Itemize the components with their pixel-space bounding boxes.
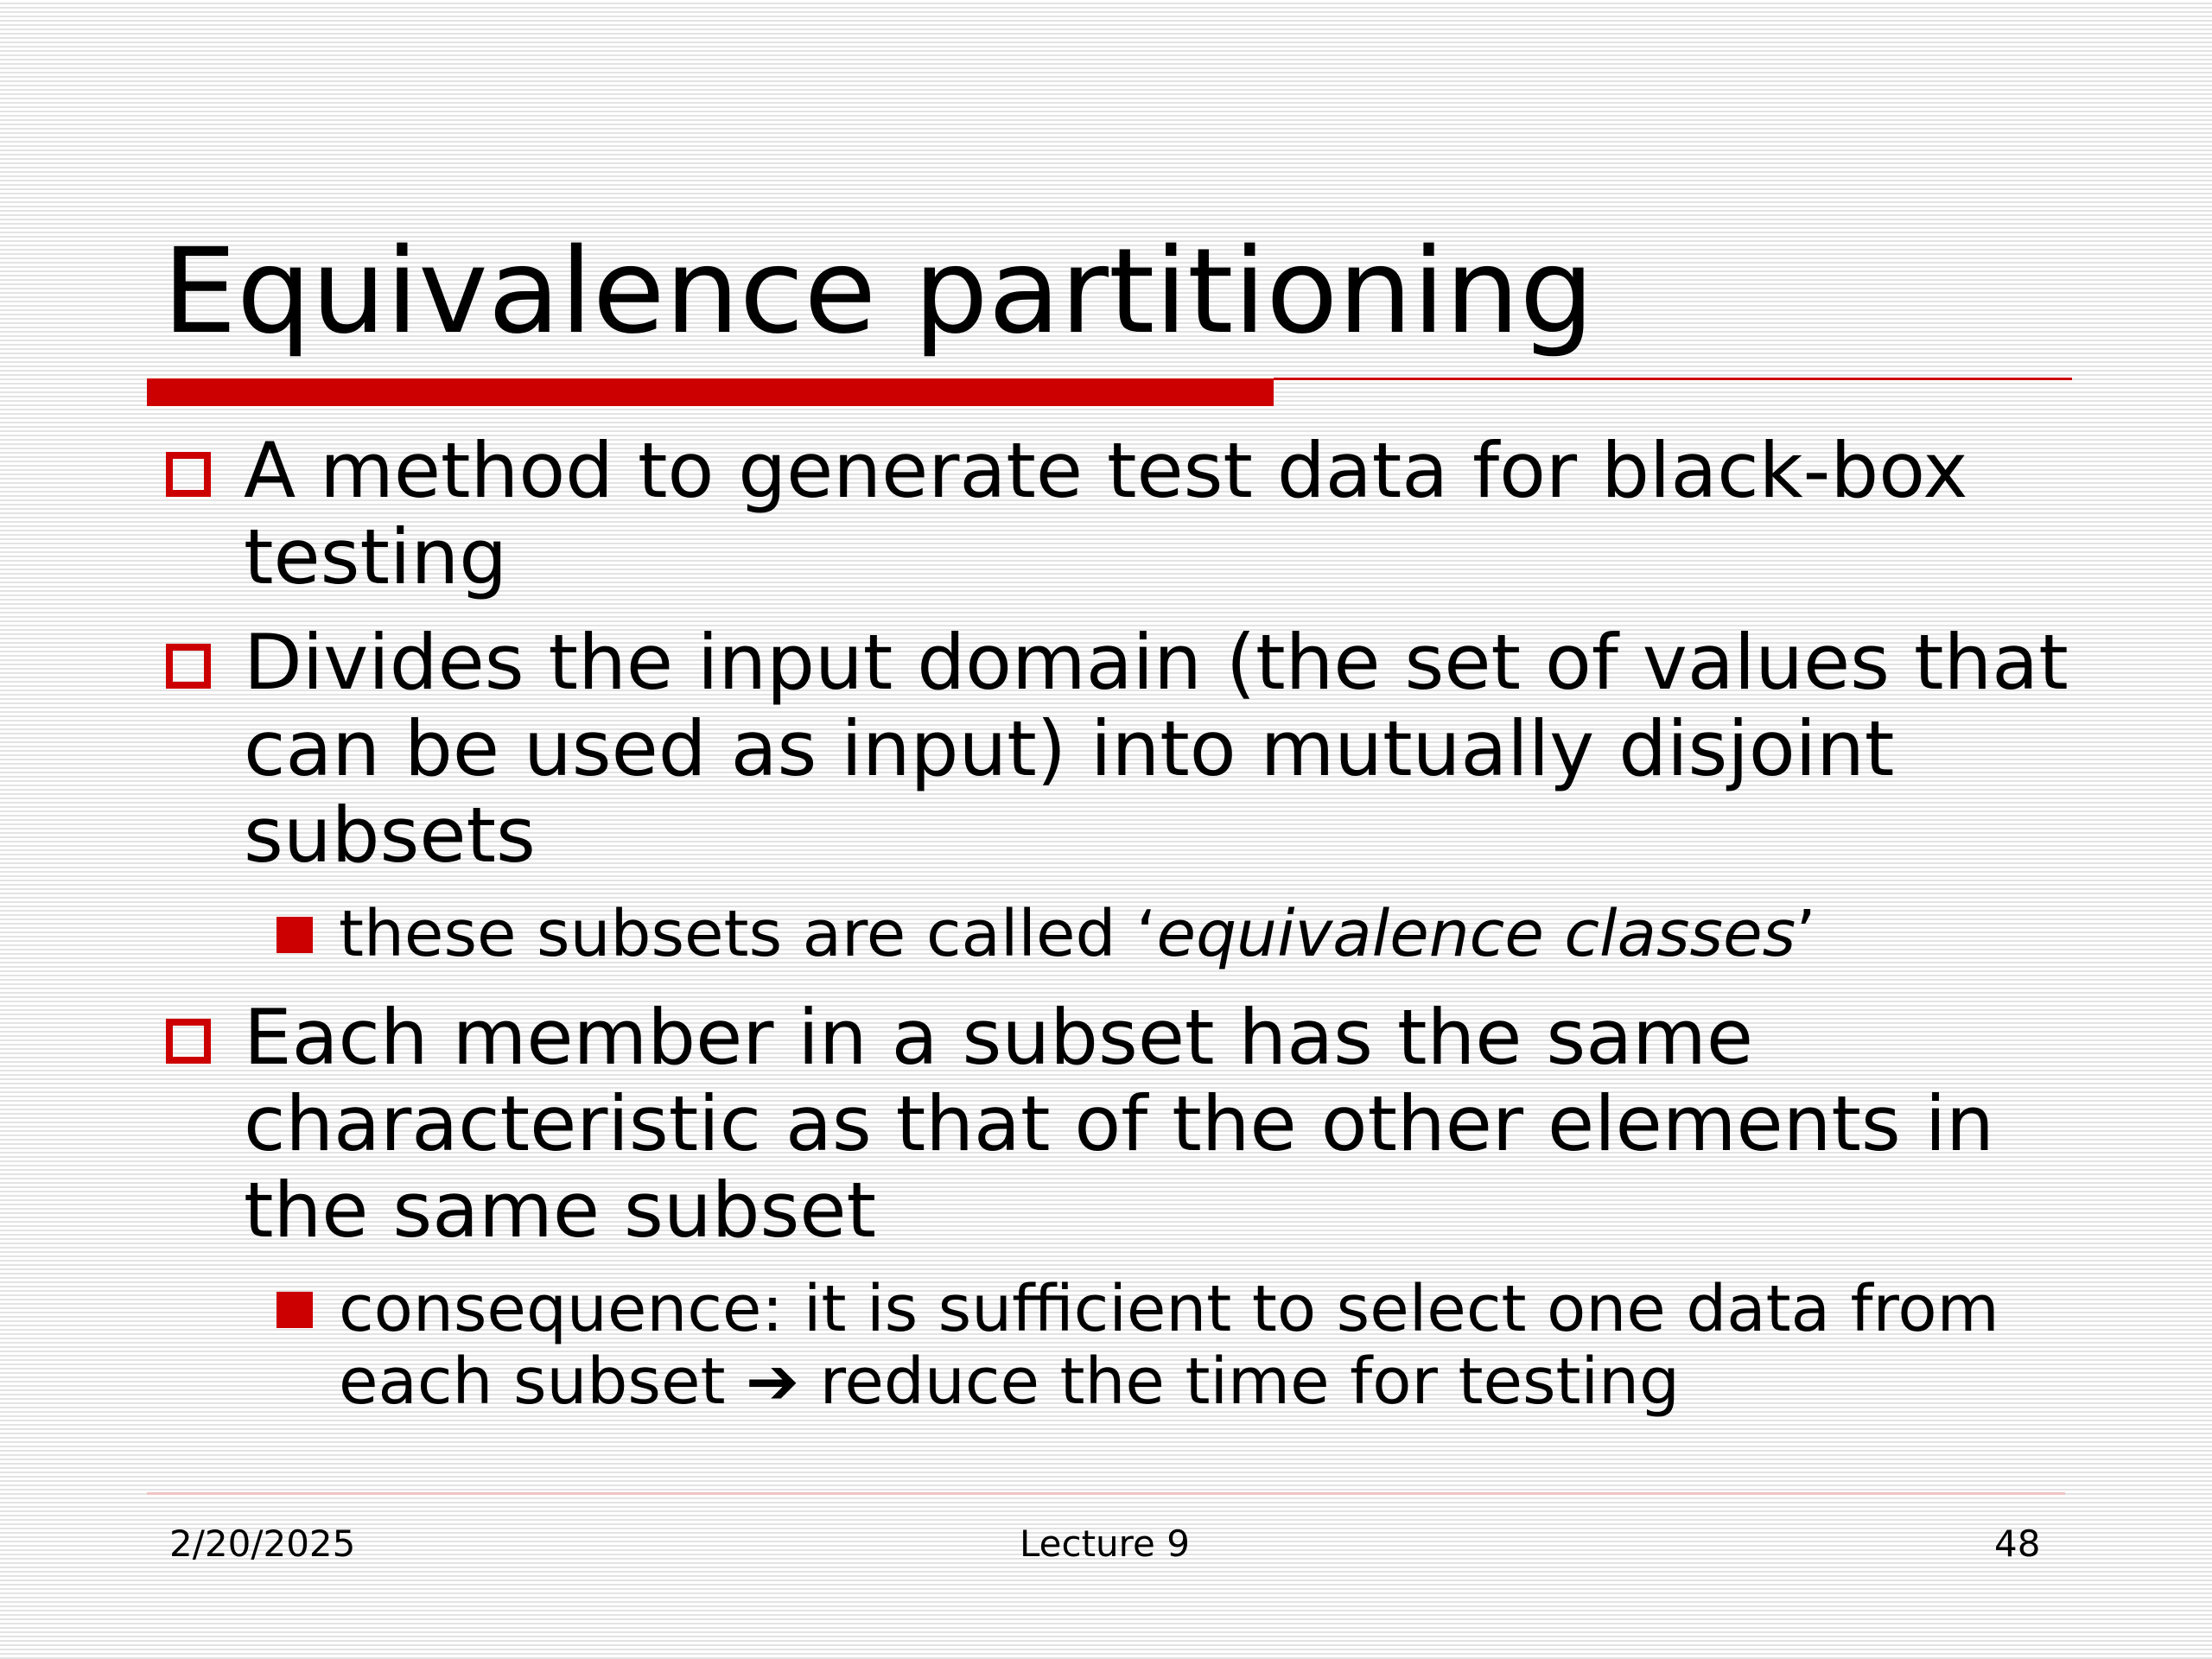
sub-bullet-text-after: reduce the time for testing (799, 1344, 1680, 1419)
filled-square-icon (276, 1292, 313, 1328)
hollow-square-icon (166, 644, 211, 689)
footer-lecture: Lecture 9 (1020, 1522, 1190, 1565)
sub-bullet-item (164, 898, 2108, 970)
emphasis-term: equivalence classes (1156, 897, 1796, 971)
bullet-text: Divides the input domain (the set of values that can be used as input) into mutually disjoint subsets (244, 618, 2069, 880)
hollow-square-icon (166, 452, 211, 497)
slide-title: Equivalence partitioning (162, 224, 1594, 360)
filled-square-icon (276, 917, 313, 953)
footer-divider (147, 1492, 2065, 1495)
open-quote: ‘ (1136, 897, 1157, 971)
hollow-square-icon (166, 1019, 211, 1064)
footer-page-number: 48 (1994, 1522, 2041, 1565)
slide-body (164, 428, 2108, 1442)
bullet-item (164, 428, 2108, 601)
bullet-text: Each member in a subset has the same characteristic as that of the other elements in the same subset (244, 993, 1994, 1255)
close-quote: ’ (1796, 897, 1816, 971)
title-underline-thick (147, 378, 1274, 406)
bullet-item (164, 620, 2108, 879)
sub-bullet-text: these subsets are called (339, 897, 1137, 971)
title-underline-thin (1274, 378, 2072, 380)
right-arrow-icon: ➔ (746, 1344, 800, 1419)
sub-bullet-text: consequence: it is sufficient to select one data from each subset (339, 1272, 1999, 1419)
bullet-text: A method to generate test data for black-box testing (244, 426, 1968, 601)
footer-date: 2/20/2025 (169, 1522, 356, 1565)
bullet-item (164, 995, 2108, 1254)
sub-bullet-item (164, 1273, 2108, 1418)
